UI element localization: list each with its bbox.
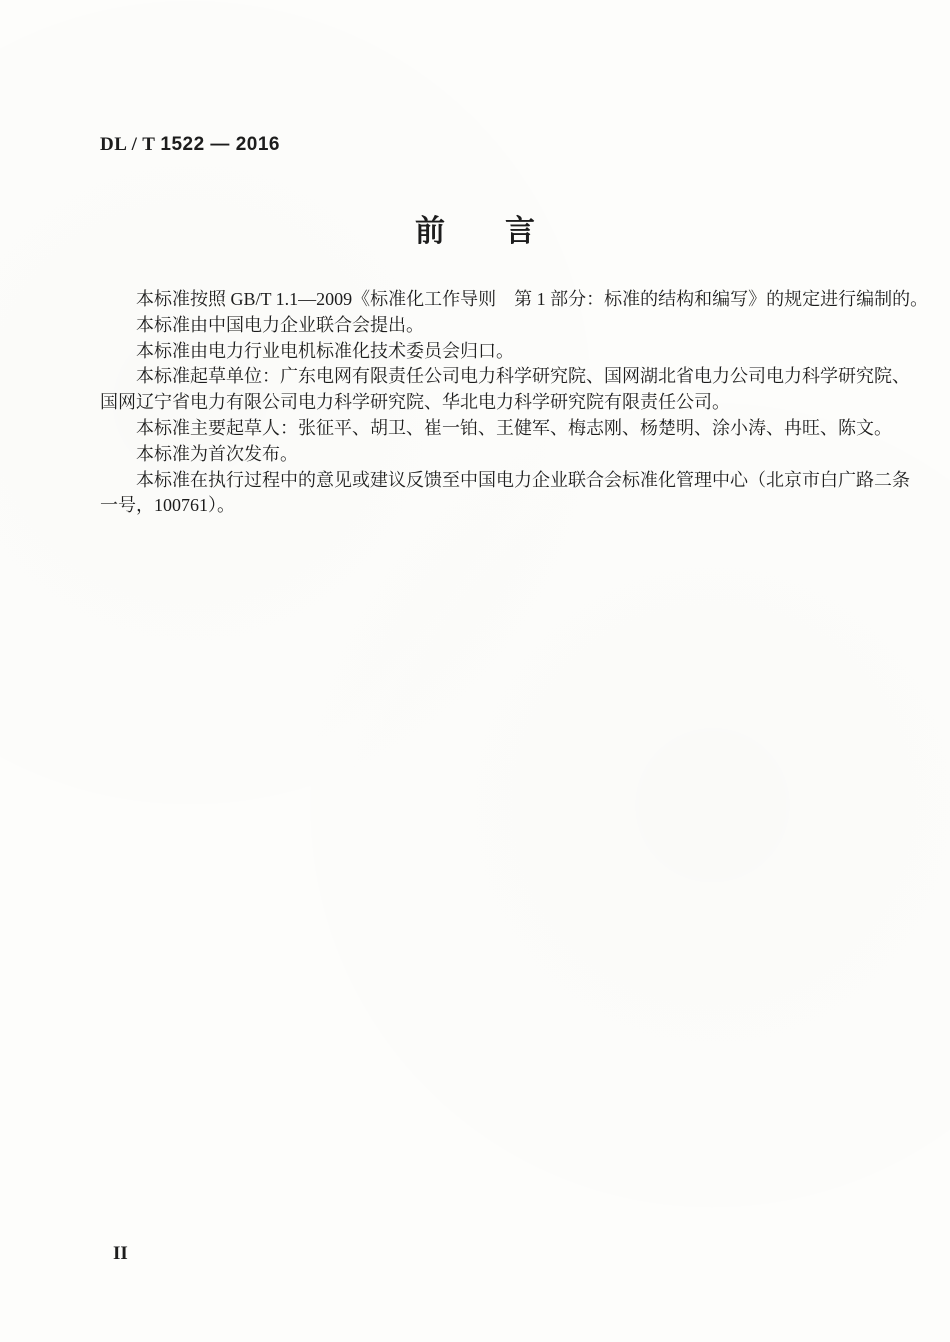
standard-code: DL / T [100, 134, 156, 155]
body-line: 本标准由中国电力企业联合会提出。 [136, 314, 424, 335]
body-line: 本标准由电力行业电机标准化技术委员会归口。 [136, 340, 514, 361]
body-line: 本标准为首次发布。 [136, 443, 298, 464]
body-line: 本标准在执行过程中的意见或建议反馈至中国电力企业联合会标准化管理中心（北京市白广路二条 [136, 469, 910, 490]
body-line: 一号，100761）。 [100, 495, 235, 516]
page-number: II [113, 1243, 128, 1264]
body-line: 本标准主要起草人：张征平、胡卫、崔一铂、王健军、梅志刚、杨楚明、涂小涛、冉旺、陈文。 [136, 417, 892, 438]
body-line: 国网辽宁省电力有限公司电力科学研究院、华北电力科学研究院有限责任公司。 [100, 392, 730, 413]
standard-year-number: 1522 — 2016 [160, 134, 280, 155]
body-line: 本标准起草单位：广东电网有限责任公司电力科学研究院、国网湖北省电力公司电力科学研究院、 [136, 366, 910, 387]
standard-number-header [100, 134, 280, 156]
foreword-body [100, 287, 929, 519]
body-line: 本标准按照 GB/T 1.1—2009《标准化工作导则 第 1 部分：标准的结构和编写》的规定进行编制的。 [136, 289, 929, 309]
page-title: 前 言 [415, 215, 535, 248]
